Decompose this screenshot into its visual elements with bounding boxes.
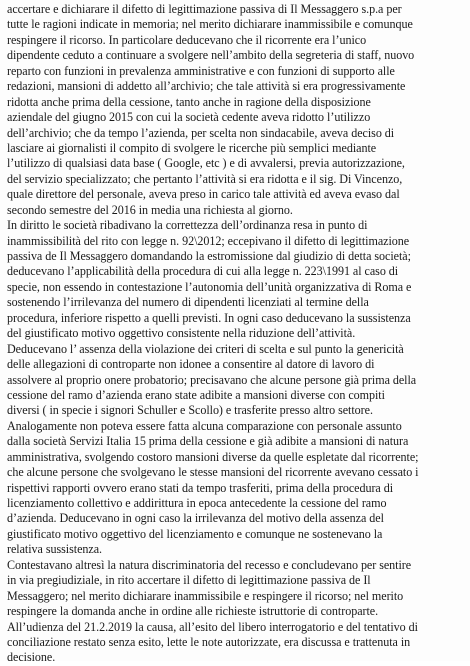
text-line: d’azienda. Deducevano in ogni caso la irrilevanza del motivo della assenza del [7, 511, 384, 526]
text-line: che alcune persone che svolgevano le stesse mansioni del ricorrente avevano cessato i [7, 465, 419, 480]
text-line: cessione del ramo d’azienda erano state adibite a mansioni diverse con compiti [7, 387, 385, 402]
text-line: l’utilizzo di qualsiasi data base ( Google, etc ) e di avvalersi, previa autorizzazione, [7, 156, 405, 171]
text-line: reparto con funzioni in prevalenza amministrative e con funzioni di supporto alle [7, 63, 395, 78]
text-line: specie, non essendo in contestazione l’autonomia dell’unità organizzativa di Roma e [7, 279, 412, 294]
text-line: delle allegazioni di controparte non idonee a consentire al datore di lavoro di [7, 357, 375, 372]
text-line: Analogamente non poteva essere fatta alcuna comparazione con personale assunto [7, 418, 402, 433]
text-line: sostenendo l’irrilevanza del numero di dipendenti licenziati al termine della [7, 295, 369, 310]
text-line: quale direttore del personale, aveva preso in carico tale attività ed aveva evaso dal [7, 187, 400, 202]
text-line: accertare e dichiarare il difetto di legittimazione passiva di Il Messaggero s.p.a per [7, 2, 402, 16]
document-body [7, 2, 462, 666]
text-line: diversi ( in specie i signori Schuller e Scollo) e trasferite presso altro settore. [7, 403, 373, 418]
text-line: dell’archivio; che da tempo l’azienda, per scelta non sindacabile, aveva deciso di [7, 125, 395, 140]
text-line: in via pregiudiziale, in rito accertare il difetto di legittimazione passiva de Il [7, 573, 371, 588]
text-line: del servizio specializzato; che pertanto l’attività si era ridotta e il sig. Di Vincenzo, [7, 171, 403, 186]
text-line: giustificato motivo oggettivo del licenziamento e comunque ne sostenevano la [7, 526, 383, 541]
text-line: assolvere al proprio onere probatorio; precisavano che alcune persone già prima della [7, 372, 417, 387]
text-line: Deducevano l’ assenza della violazione dei criteri di scelta e sul punto la genericità [7, 341, 404, 356]
text-line: relativa sussistenza. [7, 542, 102, 557]
text-line: conciliazione restato senza esito, lette le note autorizzate, era discussa e trattenuta in [7, 634, 411, 649]
text-line: respingere il ricorso. In particolare deducevano che il ricorrente era l’unico [7, 32, 367, 47]
text-line: inammissibilità del rito con legge n. 92\2012; eccepivano il difetto di legittimazione [7, 233, 410, 248]
text-line: dipendente ceduto a continuare a svolgere nell’ambito della segreteria di staff, nuovo [7, 48, 415, 63]
text-line: tutte le ragioni indicate in memoria; nel merito dichiarare inammissibile e comunque [7, 17, 413, 32]
text-line: amministrativa, svolgendo costoro mansioni diverse da quelle espletate dal ricorrente; [7, 449, 419, 464]
text-line: procedura, inferiore rispetto a quelli previsti. In ogni caso deducevano la sussistenza [7, 310, 411, 325]
text-line: redazioni, mansioni di addetto all’archivio; che tale attività si era progressivamente [7, 79, 406, 94]
text-line: passiva de Il Messaggero domandando la estromissione dal giudizio di detta società; [7, 249, 411, 263]
text-line: respingere la domanda anche in ordine alle richieste istruttorie di controparte. [7, 604, 379, 619]
text-line: dalla società Servizi Italia 15 prima della cessione e già adibite a mansioni di natura [7, 434, 409, 449]
text-line: rispettivi rapporti ovvero erano stati da tempo trasferiti, prima della procedura di [7, 480, 394, 495]
text-line: deducevano l’applicabilità della procedura di cui alla legge n. 223\1991 al caso di [7, 264, 399, 279]
text-line: Messaggero; nel merito dichiarare inammissibile e respingere il ricorso; nel merito [7, 588, 404, 603]
text-line: Contestavano altresì la natura discriminatoria del recesso e concludevano per sentire [7, 557, 412, 572]
text-line: In diritto le società ribadivano la correttezza dell’ordinanza resa in punto di [7, 218, 368, 233]
text-line: del giustificato motivo oggettivo consistente nella riduzione dell’attività. [7, 326, 356, 341]
text-line: lasciare ai giornalisti il compito di svolgere le ricerche più semplici mediante [7, 140, 377, 155]
text-line: aziendale del giugno 2015 con cui la società cedente aveva ridotto l’utilizzo [7, 110, 371, 125]
text-line: decisione. [7, 650, 56, 665]
text-line: ridotta anche prima della cessione, tanto anche in ragione della disposizione [7, 94, 371, 109]
text-line: licenziamento collettivo e addirittura in epoca antecedente la cessione del ramo [7, 496, 387, 510]
text-line: All’udienza del 21.2.2019 la causa, all’esito del libero interrogatorio e del tentativo di [7, 619, 418, 634]
text-line: secondo semestre del 2016 in media una richiesta al giorno. [7, 202, 293, 217]
